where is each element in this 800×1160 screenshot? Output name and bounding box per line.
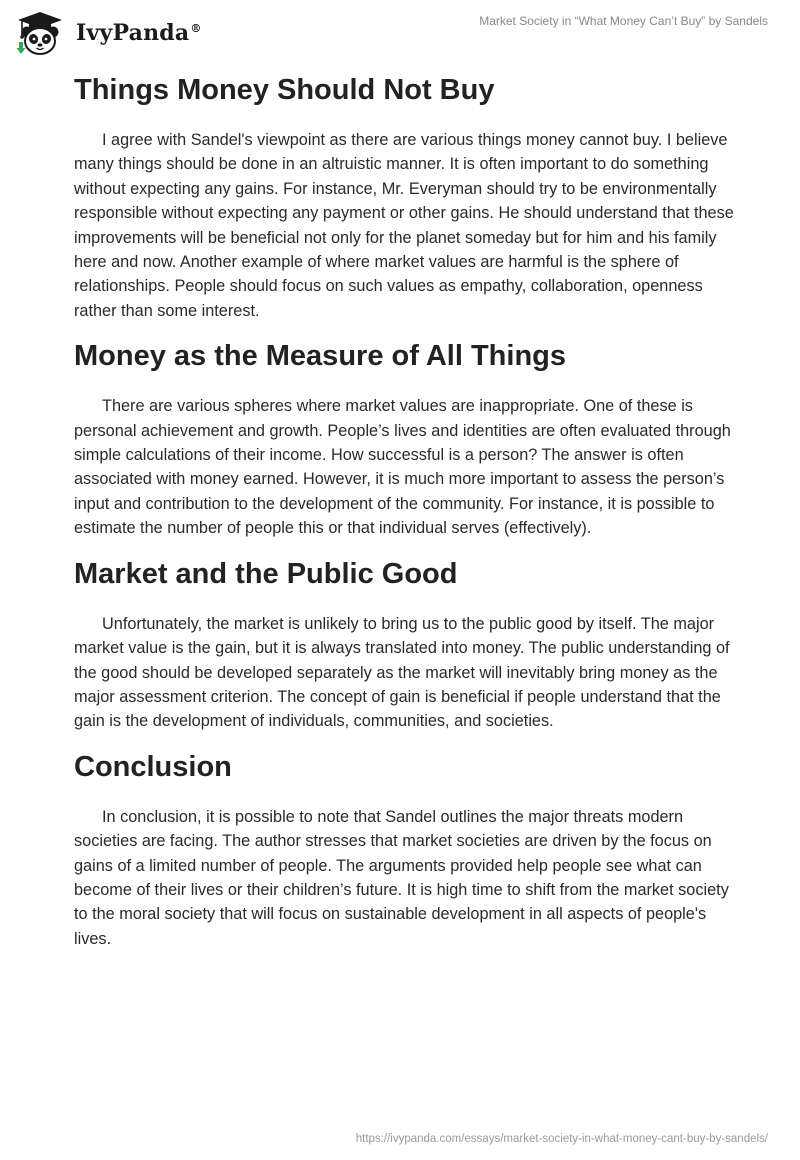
- section-heading: Things Money Should Not Buy: [74, 74, 495, 106]
- document-title: Market Society in “What Money Can’t Buy” by Sandels: [479, 14, 768, 28]
- section-things-money-should-not-buy: [74, 70, 734, 323]
- section-heading: Market and the Public Good: [74, 557, 458, 590]
- essay-body: [74, 70, 734, 964]
- page-header: [0, 0, 800, 64]
- section-heading: Money as the Measure of All Things: [74, 340, 567, 373]
- section-money-as-measure: [74, 336, 734, 540]
- brand-name: IvyPanda®: [76, 20, 202, 46]
- section-market-public-good: [74, 554, 734, 734]
- section-conclusion: [74, 747, 734, 951]
- section-paragraph: I agree with Sandel's viewpoint as there are various things money cannot buy. I believe many things should be done in an altruistic manner. It is often important to do something without expecting any gains. For instance, Mr. Everyman should try to be environmentally responsible without expecting any payment or other gains. He should understand that these improvements will be beneficial not only for the planet someday but for him and his family here and now. Another example of where market values are harmful is the sphere of relationships. People should focus on such values as empathy, collaboration, openness rather than some interest.: [74, 131, 734, 320]
- registered-mark: ®: [190, 21, 202, 35]
- section-paragraph: Unfortunately, the market is unlikely to bring us to the public good by itself. The major market value is the gain, but it is always translated into money. The public understanding of the good should be developed separately as the market will inevitably bring money as the major assessment criterion. The concept of gain is beneficial if people understand that the gain is the development of individuals, communities, and societies.: [74, 614, 730, 731]
- brand-logo[interactable]: [14, 10, 202, 56]
- panda-graduate-icon: [14, 10, 66, 56]
- section-heading: Conclusion: [74, 750, 232, 783]
- section-paragraph: There are various spheres where market values are inappropriate. One of these is personal achievement and growth. People’s lives and identities are often evaluated through simple calculations of their income. How successful is a person? The answer is often associated with money earned. However, it is much more important to assess the person’s input and contribution to the development of the community. For instance, it is possible to estimate the number of people this or that individual serves (effectively).: [74, 397, 731, 538]
- source-url[interactable]: https://ivypanda.com/essays/market-society-in-what-money-cant-buy-by-sandels/: [355, 1133, 768, 1145]
- section-paragraph: In conclusion, it is possible to note that Sandel outlines the major threats modern societies are facing. The author stresses that market societies are driven by the focus on gains of a limited number of people. The arguments provided help people see what can become of their lives or their children’s future. It is high time to shift from the market society to the moral society that will focus on sustainable development in all aspects of people's lives.: [74, 807, 729, 948]
